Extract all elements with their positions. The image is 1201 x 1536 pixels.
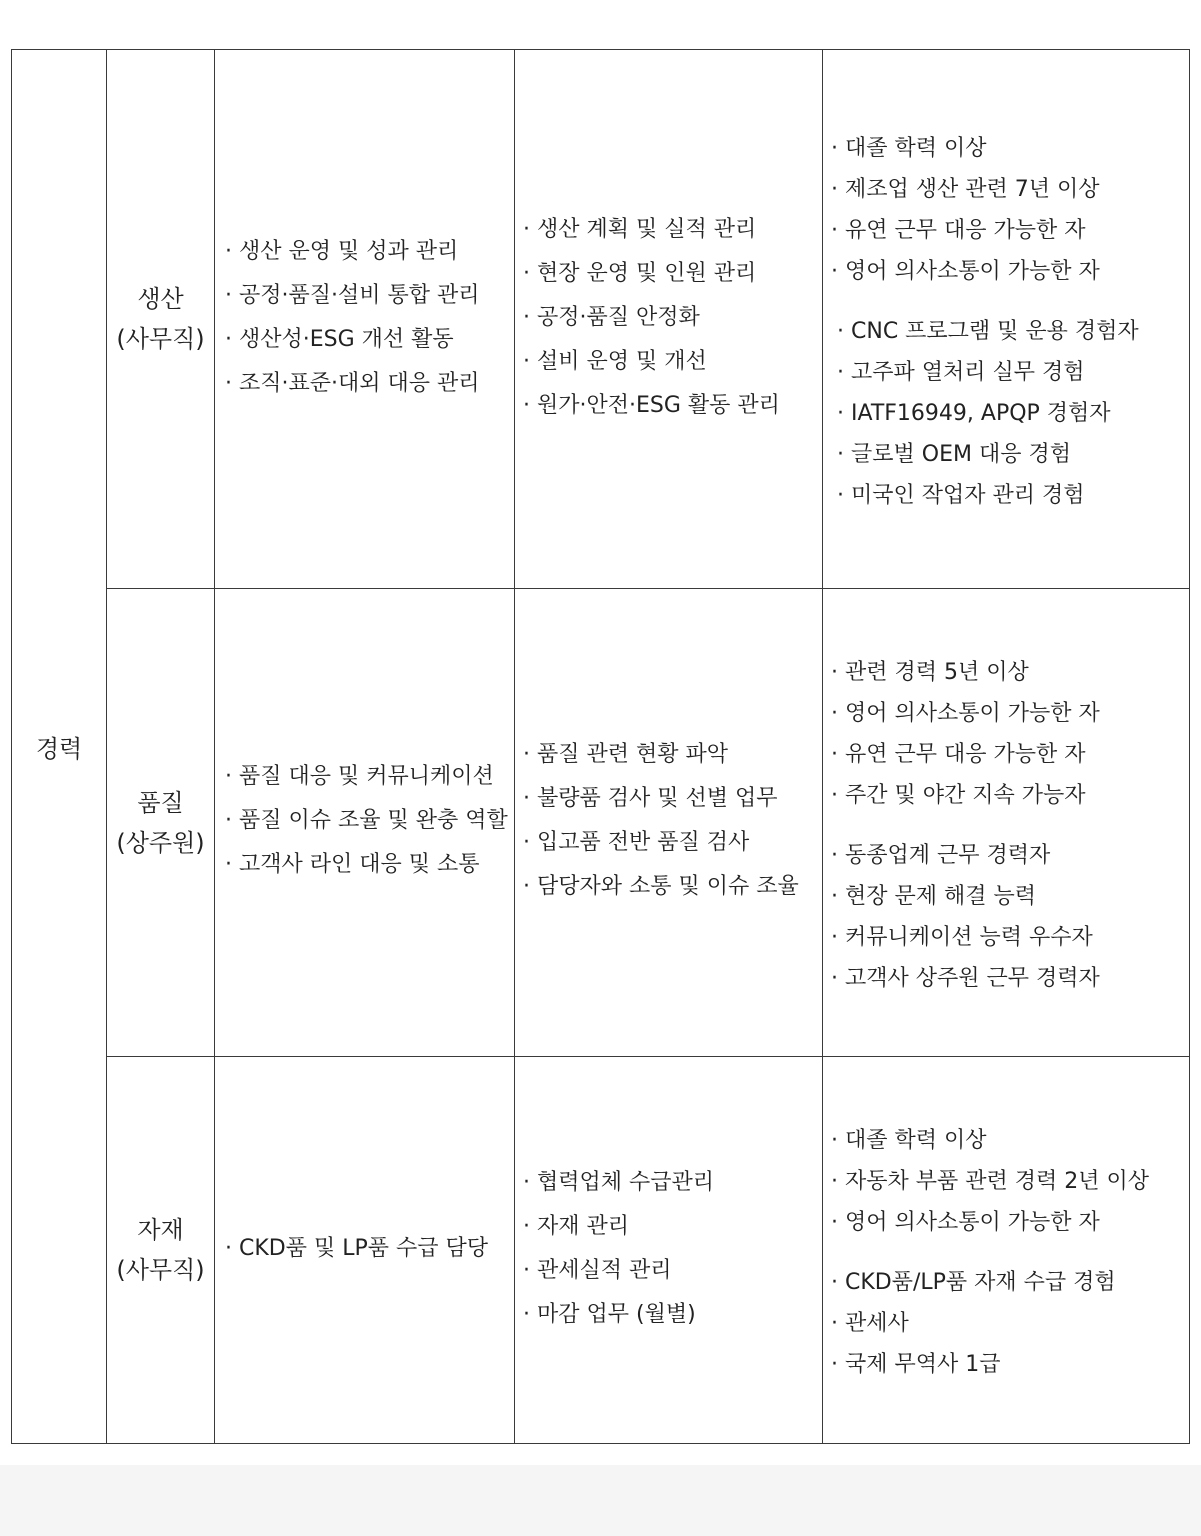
list-item: · 커뮤니케이션 능력 우수자 <box>831 923 1189 953</box>
requirements-list <box>823 134 1189 287</box>
list-item: · 품질 관련 현황 파악 <box>523 740 822 770</box>
list-item: · IATF16949, APQP 경험자 <box>837 399 1189 429</box>
position-name: 자재 <box>137 1216 184 1244</box>
duties-cell <box>215 50 515 589</box>
list-item: · 주간 및 야간 지속 가능자 <box>831 781 1189 811</box>
position-cell <box>107 1057 215 1444</box>
list-item: · 유연 근무 대응 가능한 자 <box>831 216 1189 246</box>
list-item: · 공정·품질 안정화 <box>523 303 822 333</box>
requirements-block <box>823 1109 1189 1380</box>
position-name: 품질 <box>137 788 184 817</box>
table-row-quality <box>12 589 1190 1057</box>
list-item: · 관련 경력 5년 이상 <box>831 658 1189 688</box>
position-type: (사무직) <box>116 325 205 353</box>
list-item: · 공정·품질·설비 통합 관리 <box>225 281 514 311</box>
list-item: · 품질 이슈 조율 및 완충 역할 <box>225 806 514 836</box>
tasks-cell <box>515 1057 823 1444</box>
list-item: · 생산 계획 및 실적 관리 <box>523 215 822 245</box>
tasks-cell <box>515 50 823 589</box>
list-item: · 동종업계 근무 경력자 <box>831 841 1189 871</box>
list-item: · 조직·표준·대외 대응 관리 <box>225 369 514 399</box>
preferred-list <box>823 841 1189 994</box>
list-item: · 제조업 생산 관련 7년 이상 <box>831 175 1189 205</box>
list-item: · 자동차 부품 관련 경력 2년 이상 <box>831 1167 1189 1197</box>
tasks-list <box>515 215 822 421</box>
requirements-list <box>823 658 1189 811</box>
position-name: 생산 <box>137 285 184 313</box>
list-item: · 글로벌 OEM 대응 경험 <box>837 440 1189 470</box>
list-item: · 입고품 전반 품질 검사 <box>523 828 822 858</box>
list-item: · 협력업체 수급관리 <box>523 1168 822 1198</box>
list-item: · 유연 근무 대응 가능한 자 <box>831 740 1189 770</box>
list-item: · 원가·안전·ESG 활동 관리 <box>523 391 822 421</box>
list-item: · 영어 의사소통이 가능한 자 <box>831 257 1189 287</box>
list-item: · 대졸 학력 이상 <box>831 1126 1189 1156</box>
position-cell <box>107 589 215 1057</box>
list-item: · 품질 대응 및 커뮤니케이션 <box>225 762 514 792</box>
list-item: · 마감 업무 (월별) <box>523 1300 822 1330</box>
career-requirements-table <box>11 49 1190 1444</box>
list-item: · 고객사 상주원 근무 경력자 <box>831 964 1189 994</box>
duties-cell <box>215 589 515 1057</box>
duties-cell <box>215 1057 515 1444</box>
list-item: · CKD품/LP품 자재 수급 경험 <box>831 1268 1189 1298</box>
list-item: · 현장 문제 해결 능력 <box>831 882 1189 912</box>
duties-list <box>215 1234 514 1264</box>
position-cell <box>107 50 215 589</box>
duties-list <box>215 237 514 399</box>
list-item: · 고객사 라인 대응 및 소통 <box>225 850 514 880</box>
table-row-materials <box>12 1057 1190 1444</box>
requirements-cell <box>823 589 1190 1057</box>
tasks-list <box>515 740 822 902</box>
list-item: · 고주파 열처리 실무 경험 <box>837 358 1189 388</box>
requirements-cell <box>823 50 1190 589</box>
table-row-production <box>12 50 1190 589</box>
list-item: · 미국인 작업자 관리 경험 <box>837 481 1189 511</box>
requirements-block <box>823 641 1189 994</box>
list-item: · CNC 프로그램 및 운용 경험자 <box>837 317 1189 347</box>
tasks-cell <box>515 589 823 1057</box>
duties-list <box>215 762 514 880</box>
requirements-cell <box>823 1057 1190 1444</box>
list-item: · 담당자와 소통 및 이슈 조율 <box>523 872 822 902</box>
category-cell: 경력 <box>12 50 107 1444</box>
list-item: · 영어 의사소통이 가능한 자 <box>831 1208 1189 1238</box>
list-item: · 생산성·ESG 개선 활동 <box>225 325 514 355</box>
preferred-list <box>823 1268 1189 1380</box>
list-item: · 대졸 학력 이상 <box>831 134 1189 164</box>
list-item: · 설비 운영 및 개선 <box>523 347 822 377</box>
list-item: · CKD품 및 LP품 수급 담당 <box>225 1234 514 1264</box>
list-item: · 불량품 검사 및 선별 업무 <box>523 784 822 814</box>
list-item: · 자재 관리 <box>523 1212 822 1242</box>
list-item: · 영어 의사소통이 가능한 자 <box>831 699 1189 729</box>
position-type: (상주원) <box>116 828 205 857</box>
tasks-list <box>515 1168 822 1330</box>
requirements-block <box>823 117 1189 511</box>
list-item: · 생산 운영 및 성과 관리 <box>225 237 514 267</box>
list-item: · 관세사 <box>831 1309 1189 1339</box>
position-type: (사무직) <box>116 1256 205 1284</box>
list-item: · 현장 운영 및 인원 관리 <box>523 259 822 289</box>
list-item: · 국제 무역사 1급 <box>831 1350 1189 1380</box>
list-item: · 관세실적 관리 <box>523 1256 822 1286</box>
preferred-list <box>823 317 1189 511</box>
requirements-list <box>823 1126 1189 1238</box>
